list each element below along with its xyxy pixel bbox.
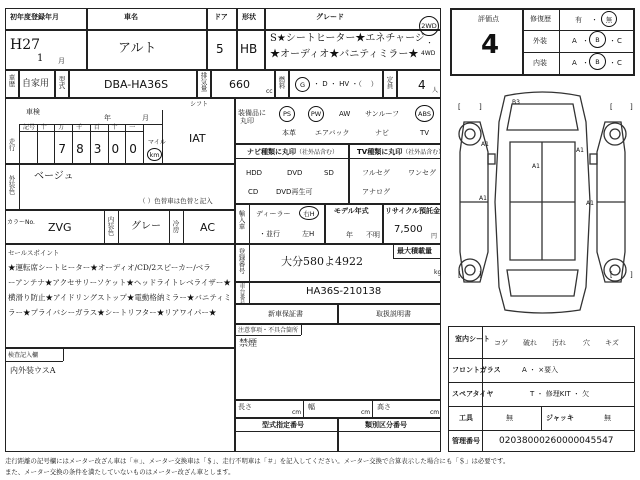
- displacement: 660: [229, 78, 250, 91]
- car-diagram: [450, 82, 635, 322]
- interior-color-label: 内装色: [106, 216, 115, 236]
- equip-abs: ABS: [418, 109, 431, 118]
- grade-line2: ★オーディオ★バニティミラー★: [270, 49, 419, 60]
- capacity-label: 定員: [385, 76, 394, 89]
- model-year-label: モデル年式: [334, 207, 369, 215]
- chassis-label: 車台番号: [238, 283, 245, 305]
- mile-label: マイル: [148, 139, 166, 146]
- odometer-header-cell: 百: [93, 124, 100, 131]
- ext-c: C: [617, 37, 622, 45]
- navi-dvd: DVD: [287, 169, 303, 177]
- bracket-6: ]: [479, 271, 482, 279]
- equipment-label-1: 装備品に: [238, 109, 266, 117]
- fuel-g-circle: [295, 77, 310, 92]
- model-label: 型式: [57, 76, 66, 89]
- recycle: 7,500: [394, 224, 423, 235]
- tv-oneseg: ワンセグ: [408, 169, 436, 177]
- notes-label: 注意事項・不具合箇所: [238, 327, 299, 334]
- right-hand-circle: [299, 206, 319, 220]
- person-unit: 人: [432, 87, 439, 94]
- odometer-label: 走行: [7, 138, 16, 151]
- seat-kizu: キズ: [605, 339, 619, 347]
- jack-label: ジャッキ: [546, 414, 574, 422]
- width-label: 幅: [308, 403, 315, 411]
- exterior-color: ベージュ: [34, 171, 74, 182]
- sales-line-2: ーアンテナ★アクセサリーソケット★ヘッドライトレベライザー★: [8, 278, 231, 287]
- navi-dvd-play: DVD再生可: [276, 188, 313, 196]
- exterior-color-label: 外装色: [7, 175, 16, 195]
- mgmt-label: 管理番号: [452, 437, 480, 445]
- equipment-label-2: 丸印: [240, 117, 254, 125]
- interior-grade-label: 内装: [533, 59, 547, 67]
- doors: 5: [216, 42, 224, 56]
- ac-label: 冷房: [171, 220, 180, 233]
- bracket-2: ]: [479, 103, 482, 111]
- int-dot2: ・: [609, 59, 616, 67]
- int-dot1: ・: [582, 59, 589, 67]
- color-no: ZVG: [48, 221, 72, 234]
- insp-year-unit: 年: [104, 114, 111, 122]
- ext-a: A: [572, 37, 577, 45]
- drive-4wd: 4WD: [421, 50, 436, 57]
- model: DBA-HA36S: [104, 78, 169, 91]
- tools: 無: [506, 414, 513, 422]
- equip-leather: 本革: [282, 129, 296, 137]
- door-label: ドア: [214, 13, 228, 21]
- km-circle: [147, 148, 162, 161]
- mark-a1-right-rear: A1: [586, 200, 594, 207]
- grade-line1: S★シートヒーター★エネチャージ: [270, 33, 425, 44]
- odometer-header-cell: 万: [58, 124, 65, 131]
- spare: T ・ 修理KIT ・ 欠: [530, 390, 590, 398]
- score-label: 評価点: [478, 15, 499, 23]
- shape: HB: [240, 42, 258, 56]
- right-hand: 右H: [303, 209, 315, 218]
- sales-line-1: ★運転席シートヒーター★オーディオ/CD/2スピーカー/ベラ: [8, 263, 211, 272]
- int-b-circle: [589, 53, 606, 70]
- recycle-label: リサイクル預託金: [385, 207, 441, 215]
- inspection-label: 車検: [26, 108, 40, 116]
- bracket-5: [: [458, 271, 461, 279]
- shift: IAT: [189, 132, 206, 145]
- int-c: C: [617, 59, 622, 67]
- cc-unit: cc: [266, 88, 273, 95]
- interior-color: グレー: [131, 221, 161, 232]
- chassis: HA36S-210138: [306, 286, 382, 297]
- first-reg-label: 初年度登録年月: [10, 13, 59, 21]
- inspector-block: [5, 348, 235, 452]
- notes: 禁煙: [239, 339, 258, 349]
- ext-b: B: [595, 35, 600, 44]
- car-name-label: 車名: [124, 13, 138, 21]
- inspector-text: 内外装ウスA: [10, 366, 56, 375]
- warranty: 新車保証書: [268, 310, 303, 318]
- odometer-header-cell: 記号: [23, 124, 36, 131]
- first-reg-month: 1: [37, 53, 44, 64]
- ext-dot1: ・: [582, 37, 589, 45]
- mark-a1-center: A1: [532, 163, 540, 170]
- registration-number: 大分580よ4922: [281, 255, 363, 268]
- seat-ana: 穴: [583, 339, 590, 347]
- grade-label: グレード: [316, 13, 344, 21]
- seat-yabure: 破れ: [523, 339, 537, 347]
- bracket-7: [: [610, 271, 613, 279]
- repair-no: 無: [605, 15, 613, 24]
- import-dealer: ディーラー: [256, 210, 291, 218]
- drive-2wd-circle: [419, 16, 439, 36]
- km-label: km: [149, 150, 160, 159]
- bracket-3: [: [610, 103, 613, 111]
- purpose: 自家用: [22, 79, 50, 89]
- odometer-digit: 0: [129, 142, 137, 156]
- equip-sunroof: サンルーフ: [365, 110, 400, 118]
- glass-label: フロントガラス: [452, 366, 501, 374]
- mark-a1-left-front: A1: [481, 141, 489, 148]
- footer-line1: 走行距離の記号欄にはメーター改ざん車は「＊」、メーター交換車は「＄」、走行不明車は「＃」を記入してください。メーター交換で合算表示した場合にも「＄」は必要です。: [5, 457, 510, 465]
- equipment-block: [235, 98, 441, 144]
- equip-aw: AW: [339, 110, 351, 118]
- kg-unit: kg: [434, 269, 442, 276]
- car-name-header: [87, 8, 207, 30]
- seat-yogore: 汚れ: [552, 339, 566, 347]
- model-year-unit: 年: [346, 231, 353, 239]
- exterior-grade-label: 外装: [533, 37, 547, 45]
- car-name: アルト: [118, 41, 157, 56]
- navi-cd: CD: [248, 188, 259, 196]
- model-year-unknown: 不明: [366, 231, 380, 239]
- type-label: 型式指定番号: [262, 421, 304, 429]
- bracket-8: ]: [630, 271, 633, 279]
- odometer-header-cell: 千: [76, 124, 83, 131]
- int-a: A: [572, 59, 577, 67]
- insp-month-unit: 月: [142, 114, 149, 122]
- equip-ps-circle: [279, 106, 295, 122]
- import-parallel: ・並行: [259, 230, 280, 238]
- mark-b3: B3: [512, 99, 520, 106]
- repair-no-circle: [601, 11, 617, 27]
- length-unit: cm: [292, 409, 302, 416]
- odometer-header-cell: 一: [129, 124, 136, 131]
- equip-airbag: エアバック: [315, 129, 350, 137]
- navi-sd: SD: [324, 169, 334, 177]
- fuel-others: ・ D ・ HV ・（ ）: [313, 80, 378, 88]
- repair-dot: ・: [591, 16, 598, 24]
- import-label: 輸入車: [237, 210, 246, 230]
- equip-abs-circle: [415, 105, 434, 122]
- month-unit: 月: [58, 57, 65, 65]
- category-label: 類別区分番号: [365, 421, 407, 429]
- mgmt-number: 02038000260000045547: [499, 436, 614, 446]
- grade-header: [265, 8, 441, 30]
- color-change-note: （ ）色替車は色替と記入: [139, 197, 213, 205]
- fuel-label: 燃料: [277, 76, 286, 89]
- equip-pw-circle: [308, 106, 324, 122]
- manual: 取扱説明書: [376, 310, 411, 318]
- drive-dot: ・: [426, 39, 433, 47]
- registration-label: 登録番号: [237, 248, 246, 274]
- ext-dot2: ・: [609, 37, 616, 45]
- repair-yes: 有: [575, 16, 582, 24]
- yen-unit: 円: [431, 233, 438, 240]
- int-b: B: [595, 57, 600, 66]
- ac: AC: [200, 221, 216, 234]
- glass: A ・ ×要入: [522, 366, 559, 374]
- displacement-label: 排気量: [199, 72, 208, 92]
- equip-pw: PW: [310, 110, 322, 118]
- odometer-digit: 7: [58, 142, 67, 156]
- spare-label: スペアタイヤ: [452, 390, 494, 398]
- bracket-1: [: [458, 103, 461, 111]
- left-hand: 左H: [302, 230, 315, 238]
- sales-points-label: セールスポイント: [8, 249, 60, 257]
- ext-b-circle: [589, 31, 606, 48]
- equip-tv: TV: [420, 129, 430, 137]
- height-unit: cm: [430, 409, 440, 416]
- shift-label: シフト: [190, 101, 209, 108]
- odometer-digit: 0: [111, 142, 120, 156]
- bracket-4: ]: [630, 103, 633, 111]
- width-unit: cm: [361, 409, 371, 416]
- dimensions-block: [235, 400, 441, 418]
- odometer-digit: 3: [93, 142, 102, 156]
- capacity: 4: [418, 78, 426, 92]
- color-no-label: カラーNo.: [7, 219, 35, 226]
- equip-ps: PS: [282, 110, 292, 118]
- seat-koge: コゲ: [494, 339, 508, 347]
- tv-label: TV種類に丸印（社外品含む）: [357, 148, 445, 156]
- jack: 無: [604, 414, 611, 422]
- odometer-header-cell: 十: [40, 124, 47, 131]
- footer-line2: また、メーター交換の条件を満たしていないものはメーター改ざん車とします。: [5, 468, 235, 476]
- first-reg-year: H27: [10, 37, 41, 53]
- mark-a1-left-rear: A1: [479, 195, 487, 202]
- height-label: 高さ: [377, 403, 391, 411]
- tv-fullseg: フルセグ: [362, 169, 390, 177]
- purpose-label: 車歴: [7, 74, 16, 87]
- odometer-digit: 8: [76, 142, 84, 156]
- tools-label: 工具: [459, 414, 473, 422]
- shape-label: 形状: [242, 13, 256, 21]
- drive-2wd: 2WD: [421, 22, 437, 30]
- equip-navi: ナビ: [375, 129, 389, 137]
- tv-analog: アナログ: [362, 188, 390, 196]
- sales-line-4: ラー★プライバシーガラス★シートリフター★リアワイパー★: [8, 308, 217, 317]
- odometer-header-cell: 十: [111, 124, 118, 131]
- mark-a1-right-front: A1: [576, 147, 584, 154]
- repair-label: 修復歴: [530, 15, 551, 23]
- navi-hdd: HDD: [246, 169, 263, 177]
- max-load-label: 最大積載量: [397, 247, 432, 255]
- inspector-label: 検査記入欄: [8, 352, 39, 359]
- fuel-g: G: [299, 80, 306, 89]
- sales-line-3: 横滑り防止★アイドリングストップ★電動格納ミラー★バニティミ: [8, 293, 232, 302]
- length-label: 長さ: [238, 403, 252, 411]
- navi-label: ナビ種類に丸印（社外品含む）: [247, 148, 339, 156]
- score: 4: [481, 30, 500, 60]
- seat-label: 室内シート: [455, 335, 490, 343]
